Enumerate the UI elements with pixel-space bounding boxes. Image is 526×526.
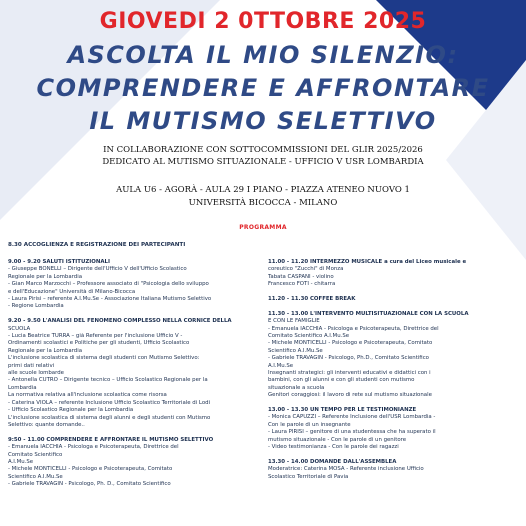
program-block-line: Con le parole di un insegnante (268, 421, 351, 428)
program-block-line: L'inclusione scolastica di sistema degli alunni e degli studenti con Mutismo (8, 414, 211, 421)
program-block (268, 311, 520, 400)
program-block-line: - Laura PIRISI – genitore di una studentessa che ha superato il (268, 429, 436, 436)
title-line-3: IL MUTISMO SELETTIVO (89, 107, 437, 135)
program-block-line: Scolastico Territoriale di Pavia (268, 473, 349, 480)
program-block-line: Scientifico A.I.Mu.Se (8, 473, 63, 480)
program-block-line: SCUOLA (8, 325, 31, 332)
program-block-line: Scientifico A.I.Mu.Se (268, 347, 323, 354)
event-date: GIOVEDI 2 0TTOBRE 2025 (99, 9, 427, 34)
program-block-line: bambini, con gli alunni e con gli studenti con mutismo (268, 377, 415, 384)
program-block-line: Francesco FOTI - chitarra (268, 281, 336, 288)
program-block-heading: 13.00 - 13.30 UN TEMPO PER LE TESTIMONIANZE (268, 407, 417, 414)
program-block (268, 259, 520, 289)
program-block-line: Ordinamenti scolastici e Politiche per gli studenti, Ufficio Scolastico (8, 340, 190, 347)
program-block-line: Comitato Scientifico A.I.Mu.Se (268, 333, 350, 340)
program-block-line: - Giuseppe BONELLI – Dirigente dell'Ufficio V dell'Ufficio Scolastico (8, 266, 187, 273)
program-block-line: - Antonella CUTRO – Dirigente tecnico – Ufficio Scolastico Regionale per la (8, 377, 208, 384)
program-block-line: Moderatrice: Caterina MOSA - Referente inclusione Ufficio (268, 466, 424, 473)
program-block-heading: 9.00 - 9.20 SALUTI ISTITUZIONALI (8, 259, 110, 265)
program-block-line: - Gian Marco Marzocchi – Professore associato di "Psicologia dello sviluppo (8, 281, 209, 288)
program-block-line: - Gabriele TRAVAGIN - Psicologo, Ph.D., Comitato Scientifico (268, 355, 429, 362)
program-block-line: Lombardia (8, 384, 37, 391)
program-block (8, 437, 263, 489)
program-block-line: L'inclusione scolastica di sistema degli studenti con Mutismo Selettivo: (8, 355, 200, 362)
program-block-line: - Monica CAPUZZI – Referente Inclusione dell'USR Lombardia - (268, 414, 436, 421)
program-block-heading: 11.30 - 13.00 L'INTERVENTO MULTISITUAZIONALE CON LA SCUOLA (268, 310, 469, 317)
program-block-line: mutismo situazionale - Con le parole di un genitore (268, 436, 407, 443)
program-block-line: E CON LE FAMIGLIE (268, 318, 320, 325)
program-block (8, 259, 263, 311)
program-block-line: Tabata CASPANI - violino (268, 273, 334, 280)
program-block-line: - Michele MONTICELLI - Psicologo e Psicoterapeuta, Comitato (268, 340, 433, 347)
program-block-line: - Video testimonianza - Con le parole dei ragazzi (268, 444, 399, 451)
program-block-line: Regionale per la Lombardia (8, 347, 82, 354)
program-block-heading: 11.20 - 11.30 COFFEE BREAK (268, 296, 356, 303)
program-block-line: - Michele MONTICELLI - Psicologo e Psicoterapeuta, Comitato (8, 466, 173, 473)
program-block-line: A.I.Mu.Se (268, 362, 294, 369)
program-block-heading: 9:50 - 11.00 COMPRENDERE E AFFRONTARE IL MUTISMO SELETTIVO (8, 436, 214, 443)
venue-line-2: UNIVERSITÀ BICOCCA - MILANO (188, 198, 338, 208)
program-block-heading: 11.00 - 11.20 INTERMEZZO MUSICALE a cura del Liceo musicale e (268, 259, 467, 265)
program-block-line: e dell'Educazione" Università di Milano-Bicocca (8, 288, 136, 295)
program-block-heading: 9.20 - 9.50 L'ANALISI DEL FENOMENO COMPLESSO NELLA CORNICE DELLA (8, 318, 232, 325)
program-block (268, 459, 520, 481)
venue-line-1: AULA U6 - AGORÀ - AULA 29 I PIANO - PIAZZA ATENEO NUOVO 1 (116, 185, 410, 195)
program-block-heading: 13.30 - 14.00 DOMANDE DALL'ASSEMBLEA (268, 458, 397, 465)
program-block-line: - Caterina VIOLA – referente Inclusione Ufficio Scolastico Territoriale di Lodi (8, 399, 211, 406)
program-block (268, 296, 520, 303)
collaboration-line-2: DEDICATO AL MUTISMO SITUAZIONALE - UFFICIO V USR LOMBARDIA (102, 157, 424, 167)
program-block-line: - Emanuela IACCHIA - Psicologa e Psicoterapeuta, Direttrice del (268, 325, 439, 332)
program-block-line: primi dati relativi (8, 362, 55, 369)
program-block (268, 407, 520, 451)
program-block-line: Regionale per la Lombardia (8, 273, 82, 280)
program-block-line: A.I.Mu.Se (8, 458, 34, 465)
program-column-left (8, 259, 263, 496)
program-heading: PROGRAMMA (239, 224, 287, 231)
program-block-line: alle scuole lombarde (8, 370, 64, 377)
program-block-line: - Regione Lombardia (8, 303, 64, 310)
reception-item: 8.30 ACCOGLIENZA E REGISTRAZIONE DEI PARTECIPANTI (8, 242, 186, 248)
title-line-2: COMPRENDERE E AFFRONTARE (36, 74, 490, 102)
program-block-line: Selettivo: quante domande.. (8, 421, 85, 428)
collaboration-line-1: IN COLLABORAZIONE CON SOTTOCOMMISSIONI DEL GLIR 2025/2026 (103, 145, 423, 155)
title-line-1: ASCOLTA IL MIO SILENZIO: (67, 41, 459, 69)
program-block-line: - Emanuela IACCHIA - Psicologa e Psicoterapeuta, Direttrice del (8, 444, 179, 451)
program-block-line: - Lucia Beatrice TURRA – già Referente per l'inclusione Ufficio V - (8, 333, 183, 340)
program-block-line: Insegnanti strategici: gli interventi educativi e didattici con i (268, 370, 431, 377)
program-block-line: - Ufficio Scolastico Regionale per la Lombardia (8, 407, 134, 414)
program-block-line: coreutico "Zucchi" di Monza (268, 266, 344, 273)
program-block (8, 318, 263, 429)
program-block-line: La normativa relativa all'inclusione scolastica come risorsa (8, 392, 167, 399)
program-block-line: Comitato Scientifico (8, 451, 63, 458)
program-column-right (268, 259, 520, 489)
program-block-line: - Laura Pirisi – referente A.I.Mu.Se - Associazione Italiana Mutismo Selettivo (8, 296, 212, 303)
program-block-line: Genitori coraggiosi: il lavoro di rete sul mutismo situazionale (268, 392, 432, 399)
program-block-line: situazionale a scuola (268, 384, 325, 391)
program-block-line: - Gabriele TRAVAGIN - Psicologo, Ph. D., Comitato Scientifico (8, 481, 171, 488)
